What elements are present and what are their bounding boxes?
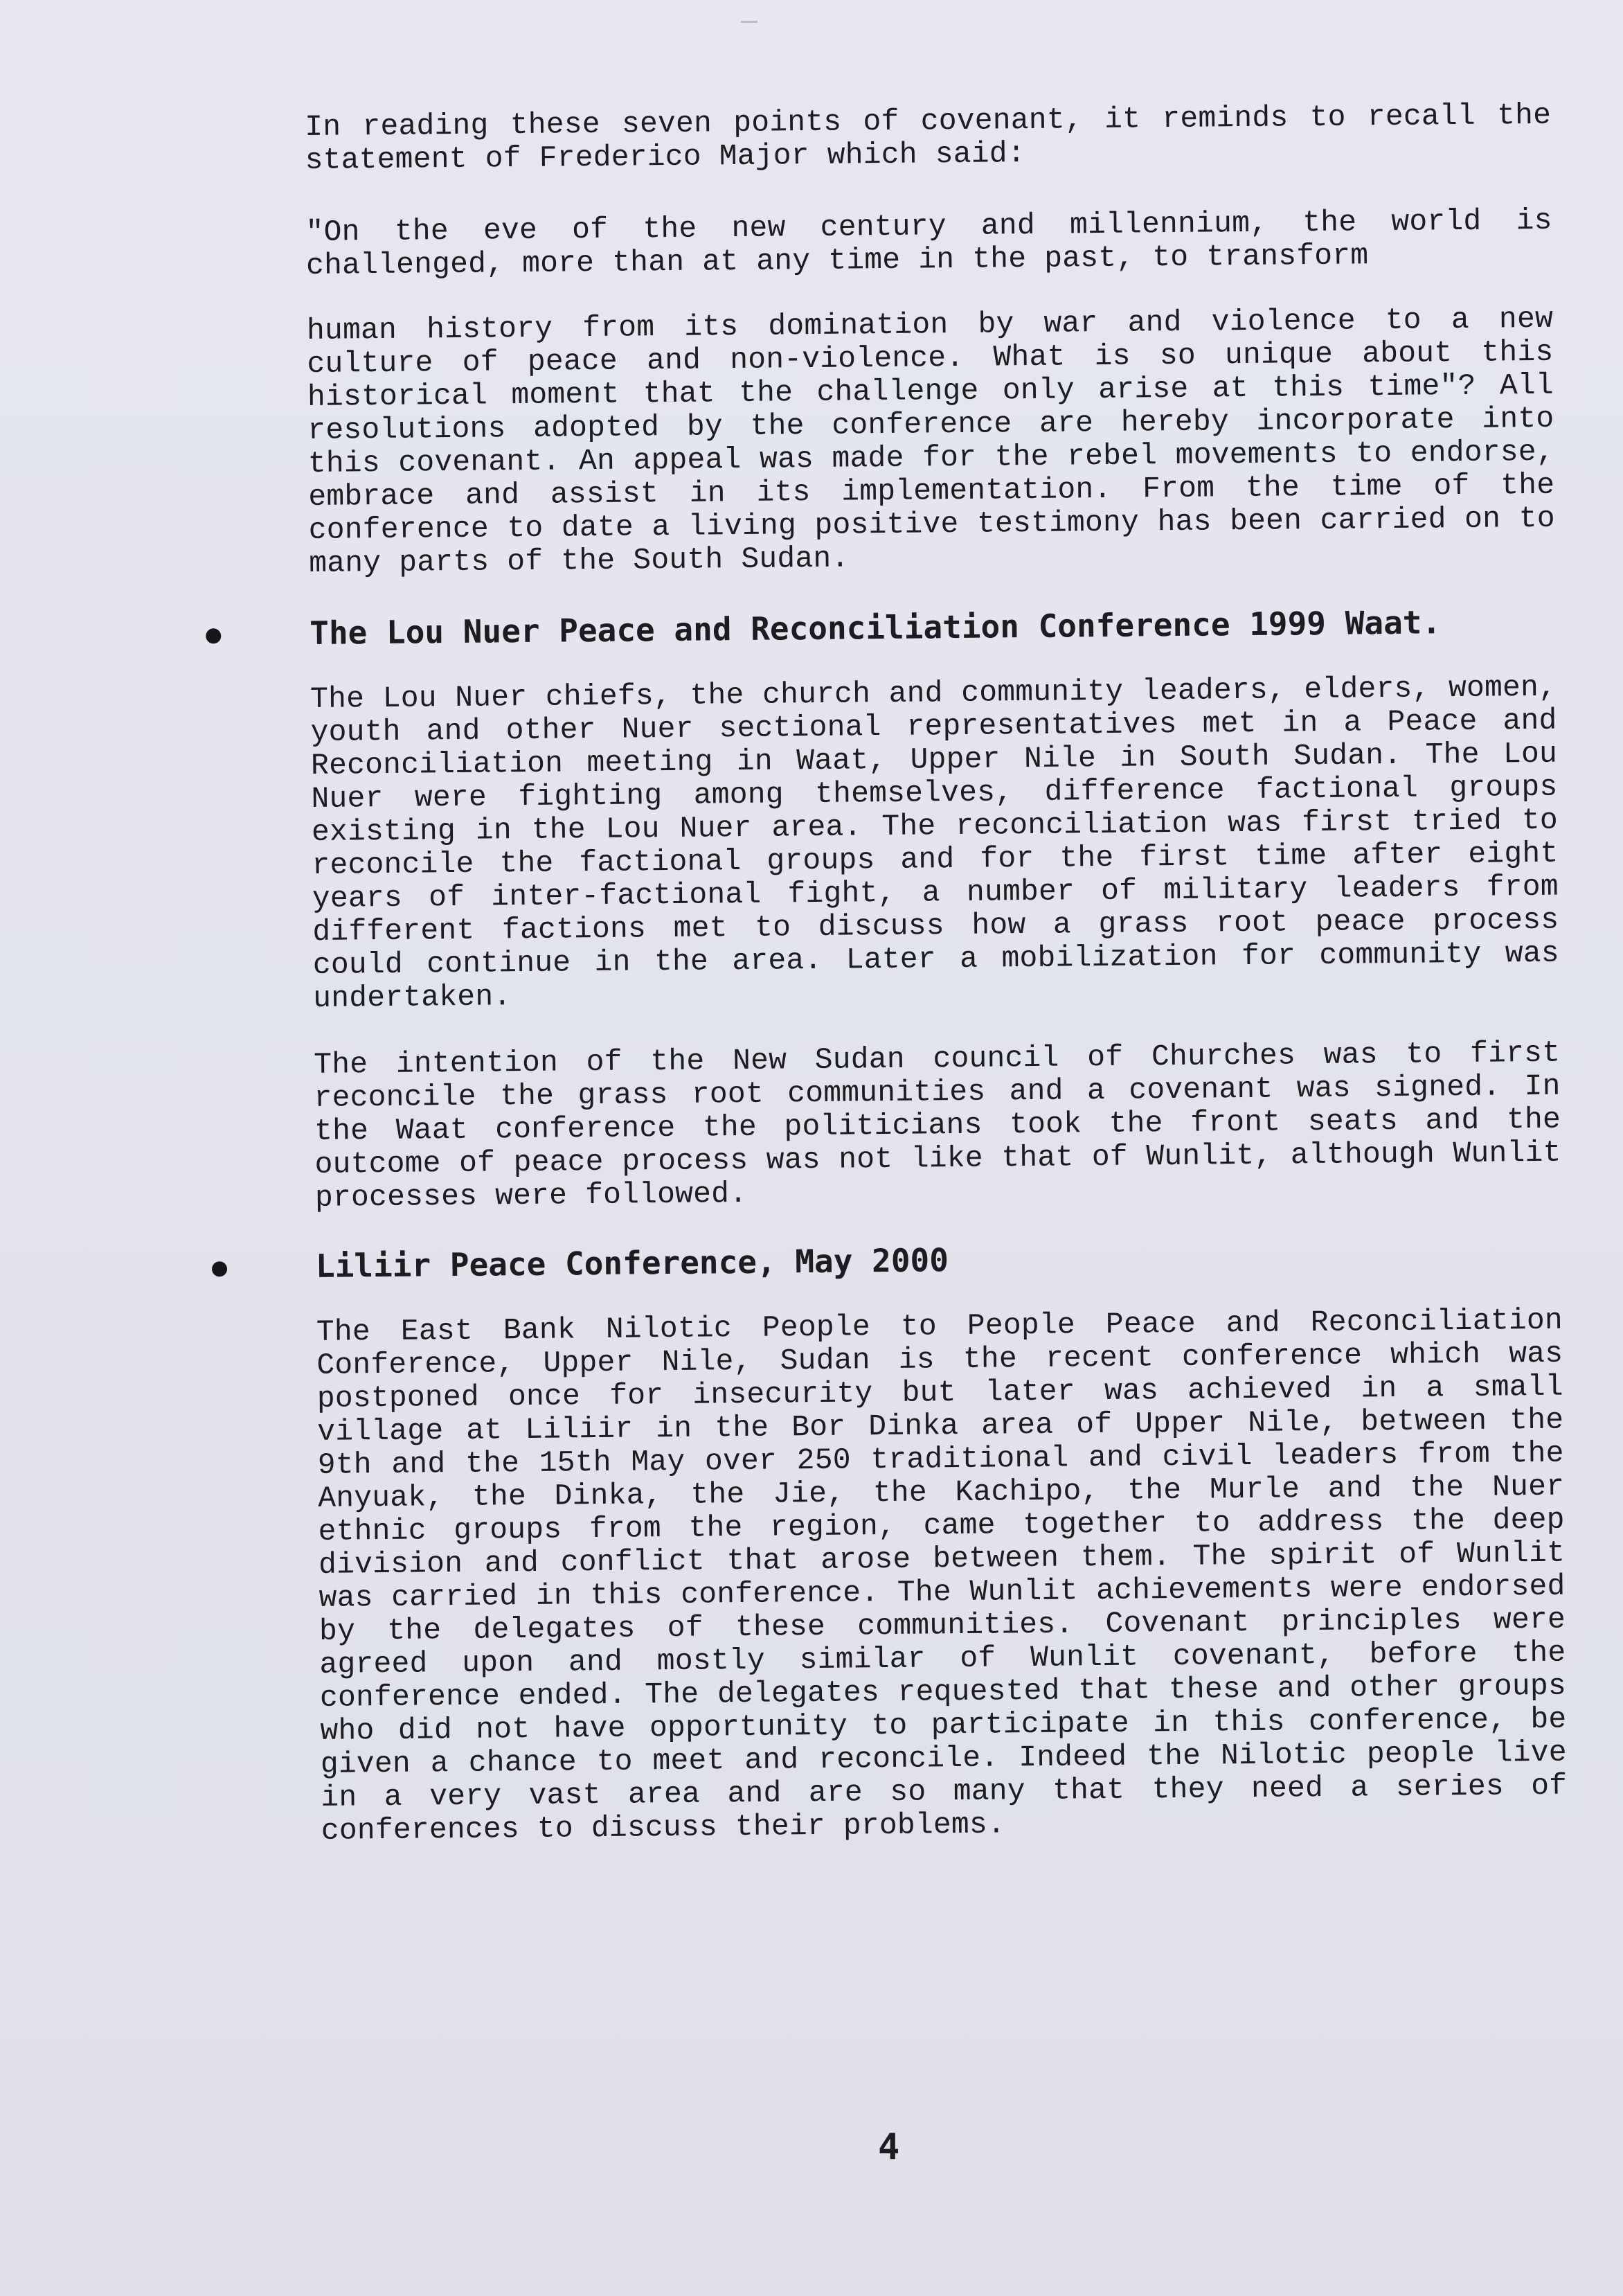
section-heading-text: The Lou Nuer Peace and Reconciliation Conference 1999 Waat. — [309, 603, 1442, 652]
scan-mark — [741, 21, 757, 23]
bullet-icon — [212, 1261, 227, 1276]
liliir-paragraph-1: The East Bank Nilotic People to People Peace and Reconciliation Conference, Upper Nile, Sudan is the recent conference which was postponed once for insecurity but later was achieved in a small village at Liliir in the Bor Dinka area of Upper Nile, between the 9th and the 15th May over 250 traditional and civil leaders from the Anyuak, the Dinka, the Jie, the Kachipo, the Murle and the Nuer ethnic groups from the region, came together to address the deep division and conflict that arose between them. The spirit of Wunlit was carried in this conference. The Wunlit achievements were endorsed by the delegates of these communities. Covenant principles were agreed upon and mostly similar of Wunlit covenant, before the conference ended. The delegates requested that these and other groups who did not have opportunity to participate in this conference, be given a chance to meet and reconcile. Indeed the Nilotic people live in a very vast area and are so many that they need a series of conferences to discuss their problems. — [316, 1303, 1568, 1848]
page-content — [305, 99, 1568, 1881]
quote-part-1: "On the eve of the new century and millennium, the world is challenged, more than at any time in the past, to transform — [305, 203, 1552, 283]
page-number: 4 — [878, 2126, 900, 2168]
quote-part-2: human history from its domination by war and violence to a new culture of peace and non-violence. What is so unique about this historical moment that the challenge only arise at this time"? All resolutions adopted by the conference are hereby incorporate into this covenant. An appeal was made for the rebel movements to endorse, embrace and assist in its implementation. From the time of the conference to date a living positive testimony has been carried on to many parts of the South Sudan. — [306, 301, 1555, 580]
lou-nuer-paragraph-1: The Lou Nuer chiefs, the church and community leaders, elders, women, youth and other Nuer sectional representatives met in a Peace and Reconciliation meeting in Waat, Upper Nile in South Sudan. The Lou Nuer were fighting among themselves, difference factional groups existing in the Lou Nuer area. The reconciliation was first tried to reconcile the factional groups and for the first time after eight years of inter-factional fight, a number of military leaders from different factions met to discuss how a grass root peace process could continue in the area. Later a mobilization for community was undertaken. — [310, 670, 1559, 1015]
lou-nuer-paragraph-2: The intention of the New Sudan council of Churches was to first reconcile the grass root communities and a covenant was signed. In the Waat conference the politicians took the front seats and the outcome of peace process was not like that of Wunlit, although Wunlit processes were followed. — [313, 1035, 1561, 1215]
section-heading-lou-nuer — [310, 603, 1556, 651]
bullet-icon — [206, 628, 221, 643]
section-heading-text: Liliir Peace Conference, May 2000 — [315, 1241, 949, 1285]
section-heading-liliir — [316, 1236, 1562, 1284]
intro-paragraph: In reading these seven points of covenant, it reminds to recall the statement of Frederico Major which said: — [304, 98, 1552, 177]
